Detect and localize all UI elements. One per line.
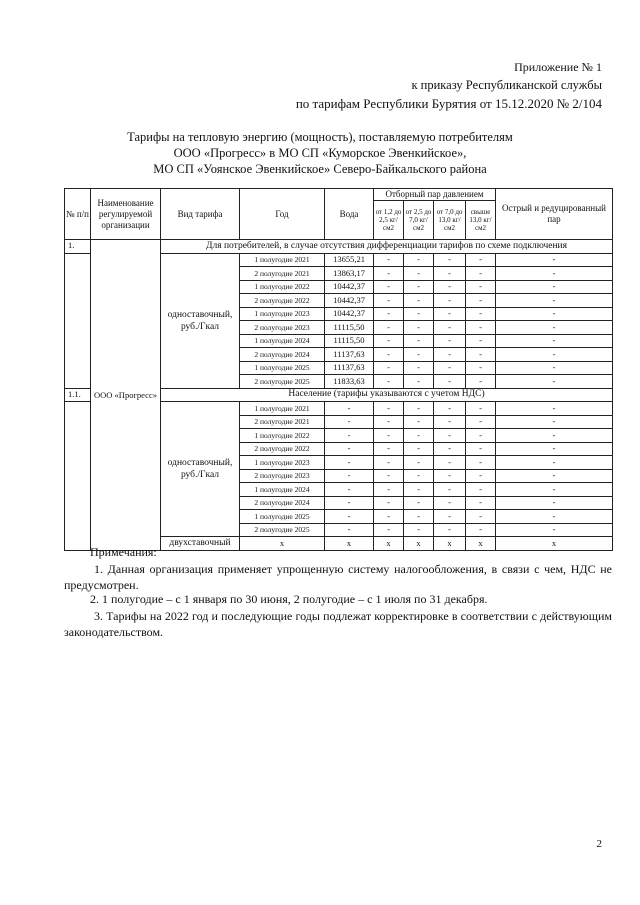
col-header-sharp-steam: Острый и редуцированный пар bbox=[496, 189, 613, 240]
tariff-kind: двухставочный bbox=[161, 537, 240, 551]
x-mark-cell: х bbox=[496, 537, 613, 551]
col-header-year: Год bbox=[240, 189, 325, 240]
steam-tariff-cell: - bbox=[374, 456, 404, 470]
steam-tariff-cell: - bbox=[466, 510, 496, 524]
steam-tariff-cell: - bbox=[404, 469, 434, 483]
steam-tariff-cell: - bbox=[374, 442, 404, 456]
steam-tariff-cell: - bbox=[496, 321, 613, 335]
steam-tariff-cell: - bbox=[434, 402, 466, 416]
steam-tariff-cell: - bbox=[374, 267, 404, 281]
steam-tariff-cell: - bbox=[434, 253, 466, 267]
steam-tariff-cell: - bbox=[404, 456, 434, 470]
steam-tariff-cell: - bbox=[466, 280, 496, 294]
water-tariff-cell: 11137,63 bbox=[325, 348, 374, 362]
period-cell: 1 полугодие 2025 bbox=[240, 510, 325, 524]
steam-tariff-cell: - bbox=[374, 496, 404, 510]
steam-tariff-cell: - bbox=[374, 334, 404, 348]
steam-tariff-cell: - bbox=[466, 415, 496, 429]
water-tariff-cell: - bbox=[325, 429, 374, 443]
col-header-steam: Отборный пар давлением bbox=[374, 189, 496, 201]
period-cell: 1 полугодие 2021 bbox=[240, 402, 325, 416]
steam-tariff-cell: - bbox=[374, 510, 404, 524]
period-cell: 2 полугодие 2021 bbox=[240, 415, 325, 429]
section-label: Население (тарифы указываются с учетом НДС) bbox=[161, 388, 613, 402]
water-tariff-cell: 11115,50 bbox=[325, 321, 374, 335]
steam-tariff-cell: - bbox=[434, 361, 466, 375]
col-header-kind: Вид тарифа bbox=[161, 189, 240, 240]
period-cell: 2 полугодие 2022 bbox=[240, 442, 325, 456]
steam-tariff-cell: - bbox=[374, 415, 404, 429]
steam-tariff-cell: - bbox=[496, 307, 613, 321]
steam-tariff-cell: - bbox=[466, 523, 496, 537]
steam-tariff-cell: - bbox=[466, 375, 496, 389]
steam-tariff-cell: - bbox=[466, 348, 496, 362]
section-row bbox=[65, 240, 613, 254]
steam-tariff-cell: - bbox=[434, 415, 466, 429]
steam-tariff-cell: - bbox=[404, 334, 434, 348]
doc-title-line2: ООО «Прогресс» в МО СП «Куморское Эвенкийское», bbox=[173, 146, 467, 160]
water-tariff-cell: - bbox=[325, 496, 374, 510]
period-cell: 1 полугодие 2022 bbox=[240, 280, 325, 294]
steam-tariff-cell: - bbox=[466, 294, 496, 308]
steam-tariff-cell: - bbox=[496, 280, 613, 294]
steam-tariff-cell: - bbox=[404, 415, 434, 429]
period-cell: 2 полугодие 2025 bbox=[240, 523, 325, 537]
steam-tariff-cell: - bbox=[404, 375, 434, 389]
steam-tariff-cell: - bbox=[496, 415, 613, 429]
organization-name: ООО «Прогресс» bbox=[91, 240, 161, 551]
steam-tariff-cell: - bbox=[434, 456, 466, 470]
water-tariff-cell: - bbox=[325, 469, 374, 483]
steam-tariff-cell: - bbox=[434, 442, 466, 456]
steam-tariff-cell: - bbox=[374, 280, 404, 294]
period-cell: 1 полугодие 2024 bbox=[240, 483, 325, 497]
steam-tariff-cell: - bbox=[466, 334, 496, 348]
steam-tariff-cell: - bbox=[466, 267, 496, 281]
steam-tariff-cell: - bbox=[434, 469, 466, 483]
col-header-p2: от 2,5 до 7,0 кг/см2 bbox=[404, 201, 434, 240]
steam-tariff-cell: - bbox=[404, 429, 434, 443]
page-number: 2 bbox=[596, 838, 602, 850]
period-cell: 1 полугодие 2024 bbox=[240, 334, 325, 348]
steam-tariff-cell: - bbox=[466, 402, 496, 416]
col-header-p3: от 7,0 до 13,0 кг/см2 bbox=[434, 201, 466, 240]
water-tariff-cell: - bbox=[325, 456, 374, 470]
steam-tariff-cell: - bbox=[466, 442, 496, 456]
steam-tariff-cell: - bbox=[434, 307, 466, 321]
steam-tariff-cell: - bbox=[496, 267, 613, 281]
x-mark-cell: х bbox=[466, 537, 496, 551]
steam-tariff-cell: - bbox=[434, 267, 466, 281]
note-2: 2. 1 полугодие – с 1 января по 30 июня, 2 полугодие – с 1 июля по 31 декабря. bbox=[90, 592, 488, 606]
steam-tariff-cell: - bbox=[466, 456, 496, 470]
steam-tariff-cell: - bbox=[466, 496, 496, 510]
doc-title-line1: Тарифы на тепловую энергию (мощность), поставляемую потребителям bbox=[127, 130, 513, 144]
period-cell: 1 полугодие 2021 bbox=[240, 253, 325, 267]
steam-tariff-cell: - bbox=[404, 402, 434, 416]
steam-tariff-cell: - bbox=[496, 361, 613, 375]
steam-tariff-cell: - bbox=[404, 510, 434, 524]
period-cell: 2 полугодие 2023 bbox=[240, 321, 325, 335]
appendix-label: Приложение № 1 bbox=[514, 60, 602, 74]
steam-tariff-cell: - bbox=[434, 483, 466, 497]
row-number-spacer bbox=[65, 402, 91, 551]
water-tariff-cell: 10442,37 bbox=[325, 280, 374, 294]
steam-tariff-cell: - bbox=[404, 253, 434, 267]
x-mark-cell: х bbox=[325, 537, 374, 551]
tariff-table bbox=[64, 188, 613, 551]
row-number-spacer bbox=[65, 253, 91, 388]
steam-tariff-cell: - bbox=[496, 402, 613, 416]
period-cell: 2 полугодие 2021 bbox=[240, 267, 325, 281]
steam-tariff-cell: - bbox=[404, 321, 434, 335]
steam-tariff-cell: - bbox=[466, 469, 496, 483]
steam-tariff-cell: - bbox=[374, 361, 404, 375]
steam-tariff-cell: - bbox=[434, 321, 466, 335]
steam-tariff-cell: - bbox=[496, 253, 613, 267]
tariff-kind: одноставочный, руб./Гкал bbox=[161, 402, 240, 537]
water-tariff-cell: 11115,50 bbox=[325, 334, 374, 348]
steam-tariff-cell: - bbox=[374, 469, 404, 483]
col-header-p1: от 1,2 до 2,5 кг/см2 bbox=[374, 201, 404, 240]
period-cell: 1 полугодие 2022 bbox=[240, 429, 325, 443]
steam-tariff-cell: - bbox=[404, 280, 434, 294]
steam-tariff-cell: - bbox=[496, 523, 613, 537]
steam-tariff-cell: - bbox=[496, 510, 613, 524]
period-cell: 1 полугодие 2025 bbox=[240, 361, 325, 375]
steam-tariff-cell: - bbox=[404, 523, 434, 537]
water-tariff-cell: 13655,21 bbox=[325, 253, 374, 267]
tariff-kind: одноставочный, руб./Гкал bbox=[161, 253, 240, 388]
steam-tariff-cell: - bbox=[466, 429, 496, 443]
water-tariff-cell: - bbox=[325, 402, 374, 416]
steam-tariff-cell: - bbox=[374, 523, 404, 537]
steam-tariff-cell: - bbox=[434, 523, 466, 537]
steam-tariff-cell: - bbox=[404, 483, 434, 497]
period-cell: 2 полугодие 2023 bbox=[240, 469, 325, 483]
steam-tariff-cell: - bbox=[496, 375, 613, 389]
steam-tariff-cell: - bbox=[374, 402, 404, 416]
steam-tariff-cell: - bbox=[434, 280, 466, 294]
order-reference: к приказу Республиканской службы bbox=[411, 78, 602, 92]
steam-tariff-cell: - bbox=[434, 375, 466, 389]
steam-tariff-cell: - bbox=[374, 321, 404, 335]
steam-tariff-cell: - bbox=[496, 429, 613, 443]
col-header-org: Наименование регулируемой организации bbox=[91, 189, 161, 240]
steam-tariff-cell: - bbox=[374, 307, 404, 321]
water-tariff-cell: - bbox=[325, 415, 374, 429]
period-cell: 1 полугодие 2023 bbox=[240, 307, 325, 321]
period-cell: 1 полугодие 2023 bbox=[240, 456, 325, 470]
period-cell: 2 полугодие 2022 bbox=[240, 294, 325, 308]
steam-tariff-cell: - bbox=[404, 348, 434, 362]
water-tariff-cell: 13863,17 bbox=[325, 267, 374, 281]
note-1: 1. Данная организация применяет упрощенную систему налогообложения, в связи с чем, НДС не предусмотрен. bbox=[64, 562, 612, 592]
steam-tariff-cell: - bbox=[374, 483, 404, 497]
steam-tariff-cell: - bbox=[404, 442, 434, 456]
water-tariff-cell: - bbox=[325, 510, 374, 524]
steam-tariff-cell: - bbox=[434, 496, 466, 510]
water-tariff-cell: - bbox=[325, 523, 374, 537]
note-3: 3. Тарифы на 2022 год и последующие годы подлежат корректировке в соответствии с действующим законодательством. bbox=[64, 609, 612, 639]
x-mark-cell: х bbox=[240, 537, 325, 551]
steam-tariff-cell: - bbox=[466, 483, 496, 497]
period-cell: 2 полугодие 2024 bbox=[240, 348, 325, 362]
steam-tariff-cell: - bbox=[496, 496, 613, 510]
steam-tariff-cell: - bbox=[496, 442, 613, 456]
steam-tariff-cell: - bbox=[374, 253, 404, 267]
steam-tariff-cell: - bbox=[496, 348, 613, 362]
steam-tariff-cell: - bbox=[434, 510, 466, 524]
steam-tariff-cell: - bbox=[434, 429, 466, 443]
row-number: 1.1. bbox=[65, 388, 91, 402]
water-tariff-cell: 10442,37 bbox=[325, 307, 374, 321]
steam-tariff-cell: - bbox=[496, 334, 613, 348]
x-mark-cell: х bbox=[404, 537, 434, 551]
period-cell: 2 полугодие 2024 bbox=[240, 496, 325, 510]
order-date-number: по тарифам Республики Бурятия от 15.12.2020 № 2/104 bbox=[295, 96, 602, 111]
row-number: 1. bbox=[65, 240, 91, 254]
water-tariff-cell: 10442,37 bbox=[325, 294, 374, 308]
col-header-water: Вода bbox=[325, 189, 374, 240]
water-tariff-cell: 11833,63 bbox=[325, 375, 374, 389]
steam-tariff-cell: - bbox=[496, 456, 613, 470]
x-mark-cell: х bbox=[374, 537, 404, 551]
steam-tariff-cell: - bbox=[496, 294, 613, 308]
steam-tariff-cell: - bbox=[404, 307, 434, 321]
water-tariff-cell: 11137,63 bbox=[325, 361, 374, 375]
steam-tariff-cell: - bbox=[466, 253, 496, 267]
steam-tariff-cell: - bbox=[434, 334, 466, 348]
steam-tariff-cell: - bbox=[374, 294, 404, 308]
doc-title-line3: МО СП «Уоянское Эвенкийское» Северо-Байкальского района bbox=[153, 162, 487, 176]
steam-tariff-cell: - bbox=[404, 294, 434, 308]
steam-tariff-cell: - bbox=[404, 267, 434, 281]
steam-tariff-cell: - bbox=[466, 321, 496, 335]
col-header-p4: свыше 13,0 кг/см2 bbox=[466, 201, 496, 240]
notes-heading: Примечания: bbox=[90, 545, 157, 559]
steam-tariff-cell: - bbox=[374, 429, 404, 443]
steam-tariff-cell: - bbox=[434, 294, 466, 308]
steam-tariff-cell: - bbox=[404, 361, 434, 375]
x-mark-cell: х bbox=[434, 537, 466, 551]
section-label: Для потребителей, в случае отсутствия дифференциации тарифов по схеме подключения bbox=[161, 240, 613, 254]
steam-tariff-cell: - bbox=[404, 496, 434, 510]
steam-tariff-cell: - bbox=[466, 307, 496, 321]
water-tariff-cell: - bbox=[325, 483, 374, 497]
period-cell: 2 полугодие 2025 bbox=[240, 375, 325, 389]
water-tariff-cell: - bbox=[325, 442, 374, 456]
steam-tariff-cell: - bbox=[434, 348, 466, 362]
steam-tariff-cell: - bbox=[496, 483, 613, 497]
steam-tariff-cell: - bbox=[374, 375, 404, 389]
steam-tariff-cell: - bbox=[496, 469, 613, 483]
col-header-num: № п/п bbox=[65, 189, 91, 240]
steam-tariff-cell: - bbox=[466, 361, 496, 375]
header-row bbox=[65, 189, 613, 201]
steam-tariff-cell: - bbox=[374, 348, 404, 362]
